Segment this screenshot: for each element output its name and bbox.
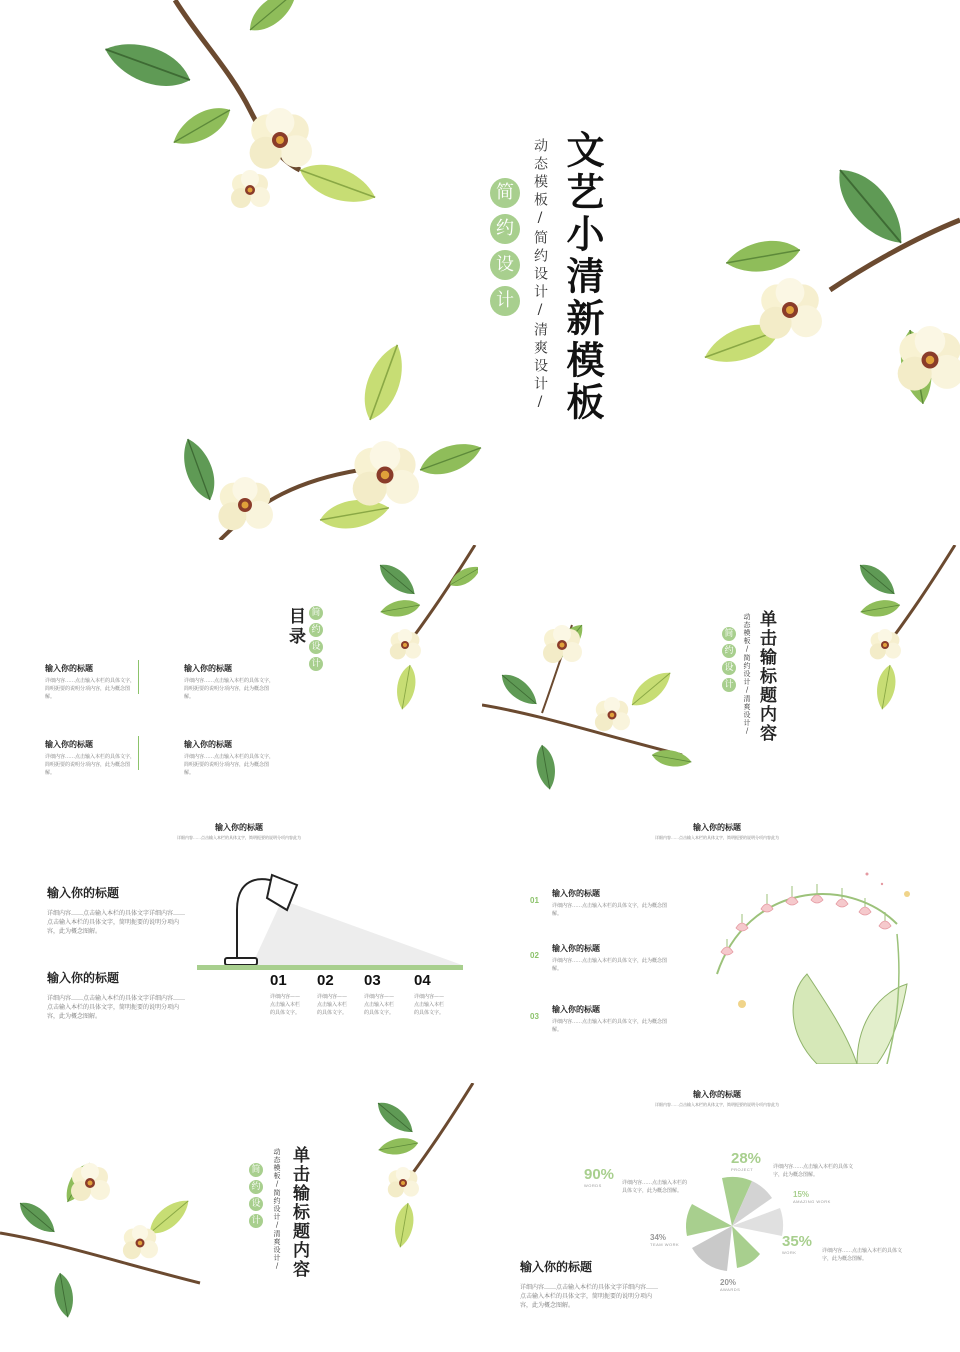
stat-90: [584, 1166, 614, 1188]
badge-char: 简: [722, 627, 736, 641]
item-number: 03: [530, 1012, 539, 1021]
info-block: [47, 969, 187, 1021]
branch-illustration-left: [482, 605, 702, 813]
block-desc: 详细内容……点击输入本栏的具体文字详细内容……点击输入本栏的具体文字，简明扼要的说明分项内容，此为概念图解。: [47, 910, 186, 935]
stat-label: PROJECT: [731, 1167, 754, 1172]
stat-desc: 详细内容……点击输入本栏的具体文字，此为概念图解。: [773, 1164, 854, 1178]
toc-slide: [0, 545, 478, 813]
step-item: [317, 972, 349, 1017]
cover-badge: [490, 178, 520, 322]
radial-segment-chart: [677, 1171, 797, 1281]
section-badge: [249, 1163, 263, 1231]
divider: [138, 736, 139, 770]
step-number: 04: [414, 972, 431, 989]
stat-34: [650, 1233, 679, 1247]
badge-char: 设: [249, 1197, 263, 1211]
stat-value: 35%: [782, 1233, 813, 1250]
badge-char: 设: [722, 661, 736, 675]
badge-char: 计: [249, 1214, 263, 1228]
slide-header: 输入你的标题: [693, 823, 741, 832]
stat-15: [793, 1190, 831, 1204]
flower-list-slide: [482, 814, 960, 1082]
step-item: [414, 972, 446, 1017]
stat-label: AWARDS: [720, 1287, 741, 1292]
slide-header-desc: 详细内容……点击输入本栏的具体文字，简明扼要的说明分项内容此为: [655, 1102, 779, 1107]
info-block: [520, 1258, 660, 1310]
step-number: 02: [317, 972, 334, 989]
branch-illustration-left: [0, 1143, 220, 1343]
section-subtitle: 动态模板/简约设计/清爽设计/: [273, 1148, 281, 1271]
toc-item[interactable]: [184, 663, 276, 701]
section-title: 单击输标题内容: [756, 610, 776, 743]
stat-desc: 详细内容……点击输入本栏的具体文字，此为概念图解。: [822, 1248, 903, 1262]
badge-char: 计: [722, 678, 736, 692]
slide-header: 输入你的标题: [215, 823, 263, 832]
block-title: 输入你的标题: [47, 886, 120, 900]
stat-label: WORDS: [584, 1183, 602, 1188]
step-number: 01: [270, 972, 287, 989]
divider: [138, 660, 139, 694]
stat-label: TEAM WORK: [650, 1242, 680, 1247]
toc-item-desc: 详细内容……点击输入本栏的具体文字，简明扼要的说明分项内容，此为概念图解。: [45, 678, 136, 700]
toc-item-title: 输入你的标题: [184, 664, 232, 673]
item-title: 输入你的标题: [552, 889, 600, 898]
badge-char: 设: [309, 640, 323, 654]
stat-value: 34%: [650, 1233, 667, 1242]
cover-title: 文艺小清新模板: [560, 130, 605, 424]
badge-char: 计: [490, 286, 520, 316]
badge-char: 约: [722, 644, 736, 658]
info-block: [47, 884, 187, 936]
slide-header-desc: 详细内容……点击输入本栏的具体文字，简明扼要的说明分项内容此为: [655, 835, 779, 840]
branch-illustration-right: [830, 545, 960, 725]
stat-28: [731, 1150, 761, 1172]
toc-item[interactable]: [45, 663, 137, 701]
item-title: 输入你的标题: [552, 944, 600, 953]
toc-item-desc: 详细内容……点击输入本栏的具体文字，简明扼要的说明分项内容，此为概念图解。: [45, 754, 136, 776]
section-slide-1: [482, 545, 960, 813]
branch-illustration-right: [660, 130, 960, 460]
section-badge: [722, 627, 736, 695]
block-desc: 详细内容……点击输入本栏的具体文字详细内容……点击输入本栏的具体文字，简明扼要的说明分项内容，此为概念图解。: [520, 1284, 659, 1309]
item-desc: 详细内容……点击输入本栏的具体文字，此为概念图解。: [552, 958, 668, 972]
cover-slide: [0, 0, 960, 540]
stat-desc: 详细内容……点击输入本栏的具体文字，此为概念图解。: [622, 1180, 688, 1194]
stat-label: AMAZING WORK: [793, 1199, 831, 1204]
step-desc: 详细内容——点击输入本栏的具体文字。: [364, 994, 395, 1016]
section-title: 单击输标题内容: [289, 1146, 309, 1279]
block-title: 输入你的标题: [520, 1260, 593, 1274]
item-number: 01: [530, 896, 539, 905]
toc-item-desc: 详细内容……点击输入本栏的具体文字，简明扼要的说明分项内容，此为概念图解。: [184, 754, 275, 776]
badge-char: 设: [490, 250, 520, 280]
stats-slide: [482, 1083, 960, 1351]
step-number: 03: [364, 972, 381, 989]
block-title: 输入你的标题: [47, 971, 120, 985]
toc-item[interactable]: [45, 739, 137, 777]
toc-item-title: 输入你的标题: [184, 740, 232, 749]
segment: [732, 1226, 760, 1268]
branch-illustration-right: [348, 1083, 478, 1263]
toc-item[interactable]: [184, 739, 276, 777]
section-slide-2: [0, 1083, 478, 1351]
step-desc: 详细内容——点击输入本栏的具体文字。: [317, 994, 348, 1016]
branch-illustration-left: [0, 0, 500, 540]
list-item[interactable]: [530, 888, 680, 918]
step-desc: 详细内容——点击输入本栏的具体文字。: [414, 994, 445, 1016]
block-desc: 详细内容……点击输入本栏的具体文字详细内容……点击输入本栏的具体文字，简明扼要的说明分项内容，此为概念图解。: [47, 995, 186, 1020]
badge-char: 约: [490, 214, 520, 244]
toc-item-desc: 详细内容……点击输入本栏的具体文字，简明扼要的说明分项内容，此为概念图解。: [184, 678, 275, 700]
step-item: [364, 972, 396, 1017]
slide-header-desc: 详细内容……点击输入本栏的具体文字，简明扼要的说明分项内容此为: [177, 835, 301, 840]
stat-label: WORK: [782, 1250, 797, 1255]
cover-subtitle: 动态模板/简约设计/清爽设计/: [532, 138, 548, 414]
stat-value: 90%: [584, 1166, 615, 1183]
item-desc: 详细内容……点击输入本栏的具体文字，此为概念图解。: [552, 903, 668, 917]
toc-badge: [309, 606, 323, 674]
desk-lamp-illustration: [197, 870, 467, 980]
badge-char: 约: [249, 1180, 263, 1194]
stat-20: [720, 1278, 740, 1292]
branch-illustration: [350, 545, 478, 725]
lamp-slide: [0, 814, 478, 1082]
badge-char: 简: [309, 606, 323, 620]
badge-char: 计: [309, 657, 323, 671]
badge-char: 约: [309, 623, 323, 637]
toc-title: 目录: [285, 607, 305, 647]
step-desc: 详细内容——点击输入本栏的具体文字。: [270, 994, 301, 1016]
item-title: 输入你的标题: [552, 1005, 600, 1014]
badge-char: 简: [249, 1163, 263, 1177]
item-number: 02: [530, 951, 539, 960]
stat-value: 15%: [793, 1190, 810, 1199]
list-item[interactable]: [530, 1004, 680, 1034]
toc-item-title: 输入你的标题: [45, 740, 93, 749]
lily-of-the-valley-illustration: [707, 854, 947, 1064]
stat-value: 28%: [731, 1150, 762, 1167]
list-item[interactable]: [530, 943, 680, 973]
stat-value: 20%: [720, 1278, 737, 1287]
stat-35: [782, 1233, 812, 1255]
item-desc: 详细内容……点击输入本栏的具体文字，此为概念图解。: [552, 1019, 668, 1033]
step-item: [270, 972, 302, 1017]
badge-char: 简: [490, 178, 520, 208]
section-subtitle: 动态模板/简约设计/清爽设计/: [743, 613, 751, 736]
toc-item-title: 输入你的标题: [45, 664, 93, 673]
slide-header: 输入你的标题: [693, 1090, 741, 1099]
